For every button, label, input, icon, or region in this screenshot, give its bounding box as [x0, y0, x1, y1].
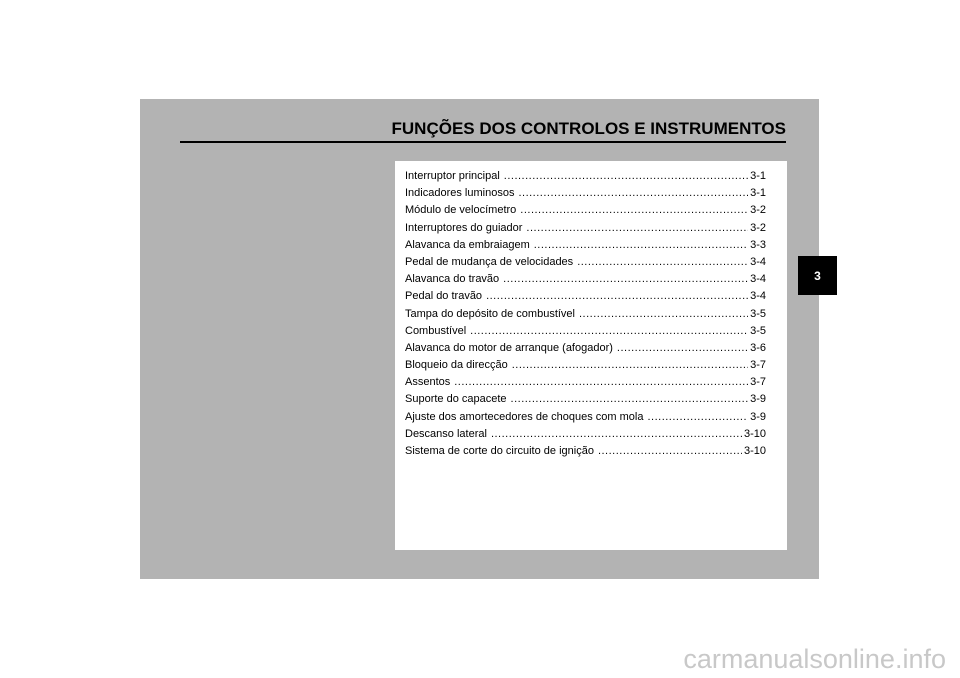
toc-leader-dots [491, 428, 742, 440]
toc-entry-title: Sistema de corte do circuito de ignição [405, 445, 594, 457]
toc-entry[interactable] [405, 445, 766, 462]
toc-entry-title: Alavanca do travão [405, 273, 500, 286]
toc-entry-title: Módulo de velocímetro [405, 204, 517, 217]
toc-entry[interactable] [405, 290, 766, 307]
toc-entry[interactable] [405, 256, 766, 273]
toc-entry-page: 3-4 [750, 273, 766, 286]
toc-leader-dots [534, 239, 748, 251]
toc-entry-title: Indicadores luminosos [405, 187, 515, 200]
toc-entry-page: 3-1 [750, 187, 766, 200]
toc-entry-page: 3-7 [750, 376, 766, 389]
toc-leader-dots [511, 393, 749, 405]
toc-leader-dots [526, 222, 748, 234]
toc-entry-title: Pedal do travão [405, 290, 483, 303]
toc-entry-page: 3-5 [750, 324, 766, 337]
toc-leader-dots [617, 342, 748, 354]
toc-entry[interactable] [405, 325, 766, 342]
toc-entry-page: 3-5 [750, 307, 766, 320]
toc-entry-title: Combustível [405, 324, 467, 337]
toc-entry[interactable] [405, 393, 766, 410]
toc-leader-dots [486, 290, 748, 302]
toc-entry-page: 3-2 [750, 204, 766, 217]
toc-entry[interactable] [405, 428, 766, 445]
toc-leader-dots [470, 325, 748, 337]
toc-entry-page: 3-7 [750, 359, 766, 372]
toc-entry-page: 3-9 [750, 410, 766, 423]
toc-entry-page: 3-10 [743, 445, 766, 457]
toc-leader-dots [504, 170, 748, 182]
toc-entry[interactable] [405, 308, 766, 325]
toc-entry-title: Tampa do depósito de combustível [405, 307, 575, 320]
chapter-title: FUNÇÕES DOS CONTROLOS E INSTRUMENTOS [391, 119, 786, 138]
toc-leader-dots [454, 376, 748, 388]
toc-entry-page: 3-3 [750, 238, 766, 251]
toc-entry-page: 3-2 [750, 221, 766, 234]
toc-entry-page: 3-9 [750, 393, 766, 406]
toc-leader-dots [598, 445, 742, 457]
chapter-header [180, 119, 786, 145]
toc-entry-title: Suporte do capacete [405, 393, 507, 406]
toc-entry-title: Alavanca da embraiagem [405, 238, 530, 251]
toc-entry-page: 3-10 [743, 427, 766, 440]
title-underline [180, 141, 786, 143]
toc-entry[interactable] [405, 359, 766, 376]
toc-entry-title: Alavanca do motor de arranque (afogador) [405, 341, 613, 354]
toc-entry-title: Interruptores do guiador [405, 221, 523, 234]
table-of-contents-panel [395, 161, 787, 550]
chapter-tab[interactable]: 3 [798, 256, 837, 295]
toc-leader-dots [579, 308, 748, 320]
toc-entry-title: Assentos [405, 376, 451, 389]
toc-entry-title: Bloqueio da direcção [405, 359, 508, 372]
watermark: carmanualsonline.info [683, 644, 946, 674]
toc-entry[interactable] [405, 342, 766, 359]
toc-leader-dots [577, 256, 748, 268]
toc-entry[interactable] [405, 170, 766, 187]
toc-entry[interactable] [405, 273, 766, 290]
toc-entry[interactable] [405, 411, 766, 428]
toc-entry-page: 3-4 [750, 255, 766, 268]
toc-entry-page: 3-1 [750, 170, 766, 182]
toc-entry[interactable] [405, 187, 766, 204]
table-of-contents [405, 170, 766, 462]
toc-entry-title: Descanso lateral [405, 427, 487, 440]
toc-entry-page: 3-6 [750, 341, 766, 354]
toc-entry[interactable] [405, 239, 766, 256]
toc-entry-title: Interruptor principal [405, 170, 500, 182]
toc-leader-dots [647, 411, 748, 423]
toc-entry[interactable] [405, 204, 766, 221]
toc-leader-dots [512, 359, 748, 371]
toc-entry-title: Pedal de mudança de velocidades [405, 255, 574, 268]
toc-entry-title: Ajuste dos amortecedores de choques com mola [405, 410, 644, 423]
toc-entry-page: 3-4 [750, 290, 766, 303]
toc-leader-dots [520, 204, 748, 216]
toc-entry[interactable] [405, 376, 766, 393]
toc-leader-dots [518, 187, 748, 199]
toc-leader-dots [503, 273, 748, 285]
toc-entry[interactable] [405, 222, 766, 239]
